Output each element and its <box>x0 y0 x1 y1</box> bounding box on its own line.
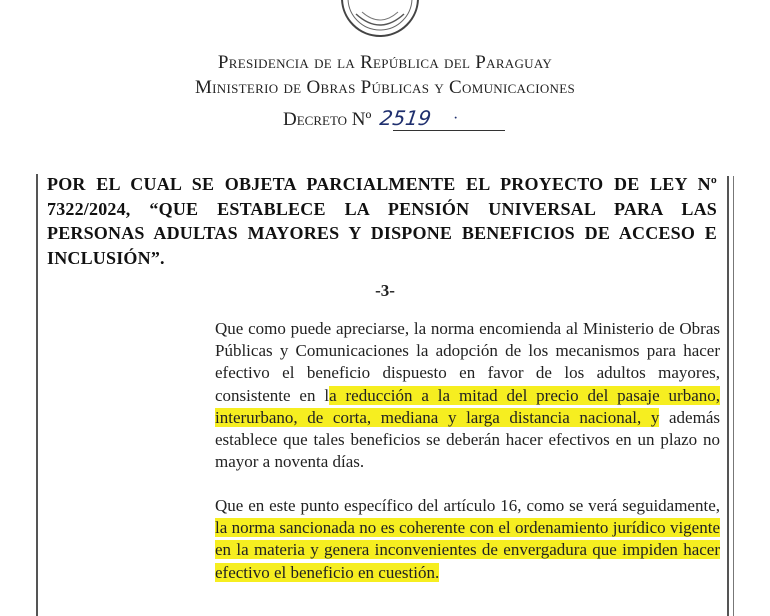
decree-line <box>283 106 459 131</box>
decree-label: Decreto Nº <box>283 109 372 130</box>
right-margin-rule-inner <box>733 176 734 616</box>
national-seal-icon <box>338 0 422 38</box>
left-margin-rule <box>36 174 38 616</box>
right-margin-rule <box>727 176 729 616</box>
paragraph-1 <box>215 318 720 473</box>
paragraph-1-text-end: además establece que tales beneficios se deberán hacer efectivos en un plazo no mayor a noventa días. <box>215 407 720 472</box>
paragraph-1-highlight: a reducción a la mitad del precio del pasaje urbano, interurbano, de corta, mediana y larga distancia nacional, y <box>215 385 720 427</box>
decree-number: 2519 <box>378 106 433 130</box>
paragraph-2 <box>215 495 720 584</box>
paragraph-2-text: Que en este punto específico del artículo 16, como se verá seguidamente, <box>215 496 720 515</box>
decree-title: POR EL CUAL SE OBJETA PARCIALMENTE EL PROYECTO DE LEY Nº 7322/2024, “QUE ESTABLECE LA PENSIÓN UNIVERSAL PARA LAS PERSONAS ADULTAS MAYORES Y DISPONE BENEFICIOS DE ACCESO E INCLUSIÓN”. <box>47 174 717 268</box>
decree-underline <box>393 130 505 131</box>
decree-dot: · <box>453 110 459 127</box>
header-ministerio: Ministerio de Obras Públicas y Comunicaciones <box>194 77 575 98</box>
paragraph-2-highlight: la norma sancionada no es coherente con el ordenamiento jurídico vigente en la materia y genera inconvenientes de envergadura que impiden hacer efectivo el beneficio en cuestión. <box>215 518 720 582</box>
header-presidencia: Presidencia de la República del Paraguay <box>217 52 553 73</box>
page-number: -3- <box>375 281 395 300</box>
paragraph-1-text: Que como puede apreciarse, la norma encomienda al Ministerio de Obras Públicas y Comunicaciones la adopción de los mecanismos para hacer efectivo el beneficio dispuesto en favor de los adultos mayores, consistente en l <box>215 319 720 405</box>
